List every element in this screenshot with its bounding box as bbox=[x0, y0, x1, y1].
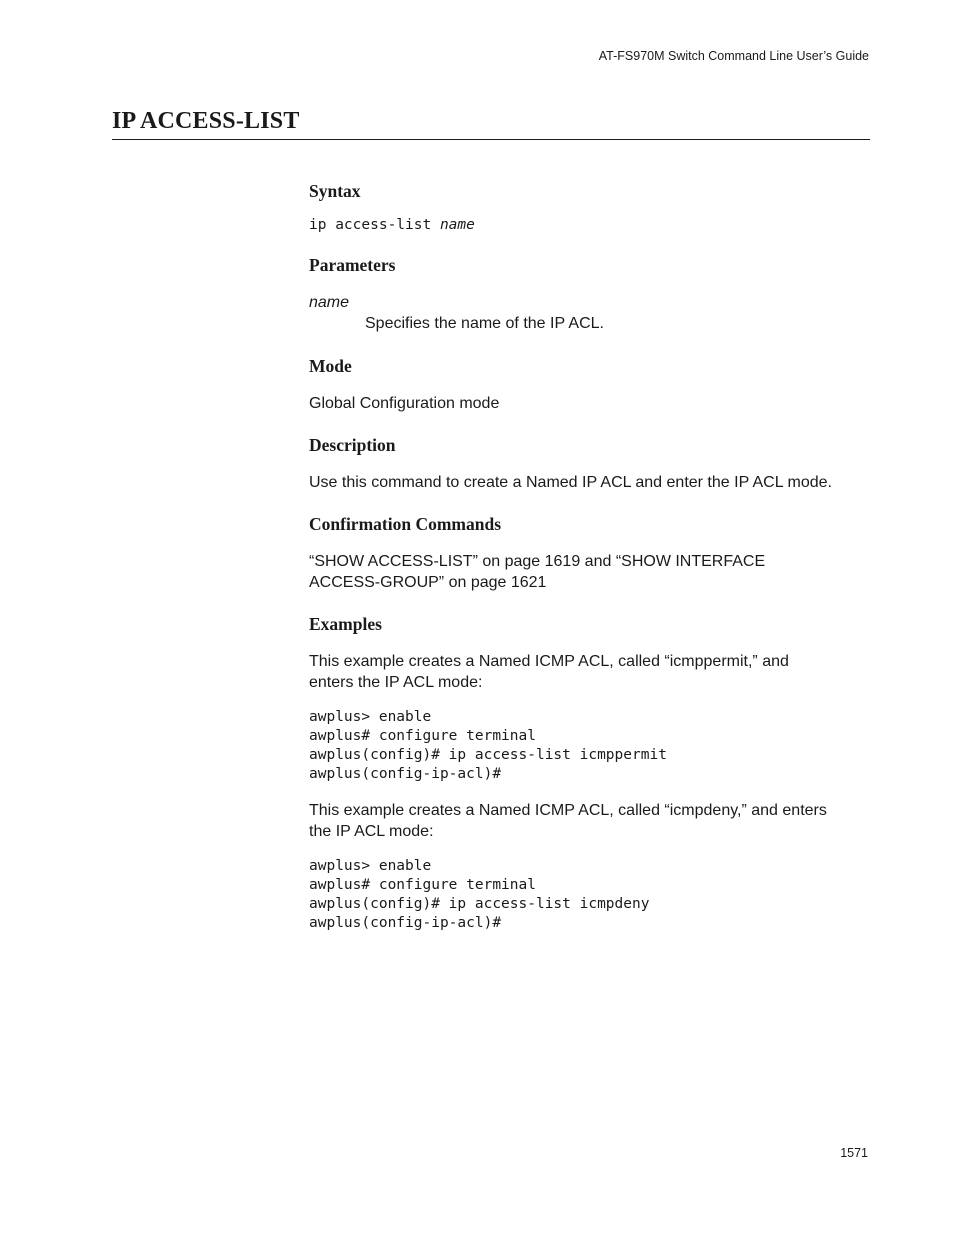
example-1-code-line: awplus# configure terminal bbox=[309, 728, 536, 744]
running-header: AT-FS970M Switch Command Line User’s Guide bbox=[598, 49, 869, 63]
main-content bbox=[309, 180, 874, 933]
confirmation-heading: Confirmation Commands bbox=[309, 514, 502, 534]
example-2-intro-line-2: the IP ACL mode: bbox=[309, 823, 434, 840]
mode-heading: Mode bbox=[309, 356, 352, 376]
page-number: 1571 bbox=[840, 1146, 868, 1160]
parameters-heading: Parameters bbox=[309, 255, 396, 275]
example-2-code-line: awplus# configure terminal bbox=[309, 877, 536, 893]
examples-heading: Examples bbox=[309, 614, 382, 634]
example-1-code-line: awplus(config-ip-acl)# bbox=[309, 766, 502, 782]
syntax-command-text: ip access-list bbox=[309, 217, 440, 233]
example-1-intro bbox=[309, 651, 874, 693]
parameter-term: name bbox=[309, 294, 350, 311]
example-2-intro-line-1: This example creates a Named ICMP ACL, called “icmpdeny,” and enters bbox=[309, 802, 827, 819]
example-1-code-line: awplus> enable bbox=[309, 709, 432, 725]
title-rule bbox=[112, 139, 870, 140]
example-2-code-line: awplus> enable bbox=[309, 858, 432, 874]
example-1-code-block bbox=[309, 708, 874, 784]
description-heading: Description bbox=[309, 435, 396, 455]
example-2-code-line: awplus(config)# ip access-list icmpdeny bbox=[309, 896, 650, 912]
example-1-code-line: awplus(config)# ip access-list icmppermit bbox=[309, 747, 667, 763]
example-2-code-line: awplus(config-ip-acl)# bbox=[309, 915, 502, 931]
syntax-argument: name bbox=[439, 217, 475, 233]
parameter-description: Specifies the name of the IP ACL. bbox=[365, 315, 604, 332]
syntax-command bbox=[309, 216, 874, 235]
example-1-intro-line-1: This example creates a Named ICMP ACL, called “icmppermit,” and bbox=[309, 653, 789, 670]
confirmation-text bbox=[309, 551, 874, 593]
confirmation-line-2: ACCESS-GROUP” on page 1621 bbox=[309, 574, 547, 591]
mode-text: Global Configuration mode bbox=[309, 395, 500, 412]
syntax-heading: Syntax bbox=[309, 181, 361, 201]
page-title: IP ACCESS-LIST bbox=[112, 108, 300, 134]
example-2-code-block bbox=[309, 857, 874, 933]
confirmation-line-1: “SHOW ACCESS-LIST” on page 1619 and “SHOW INTERFACE bbox=[309, 553, 766, 570]
example-2-intro bbox=[309, 800, 874, 842]
example-1-intro-line-2: enters the IP ACL mode: bbox=[309, 674, 483, 691]
description-text: Use this command to create a Named IP ACL and enter the IP ACL mode. bbox=[309, 474, 832, 491]
